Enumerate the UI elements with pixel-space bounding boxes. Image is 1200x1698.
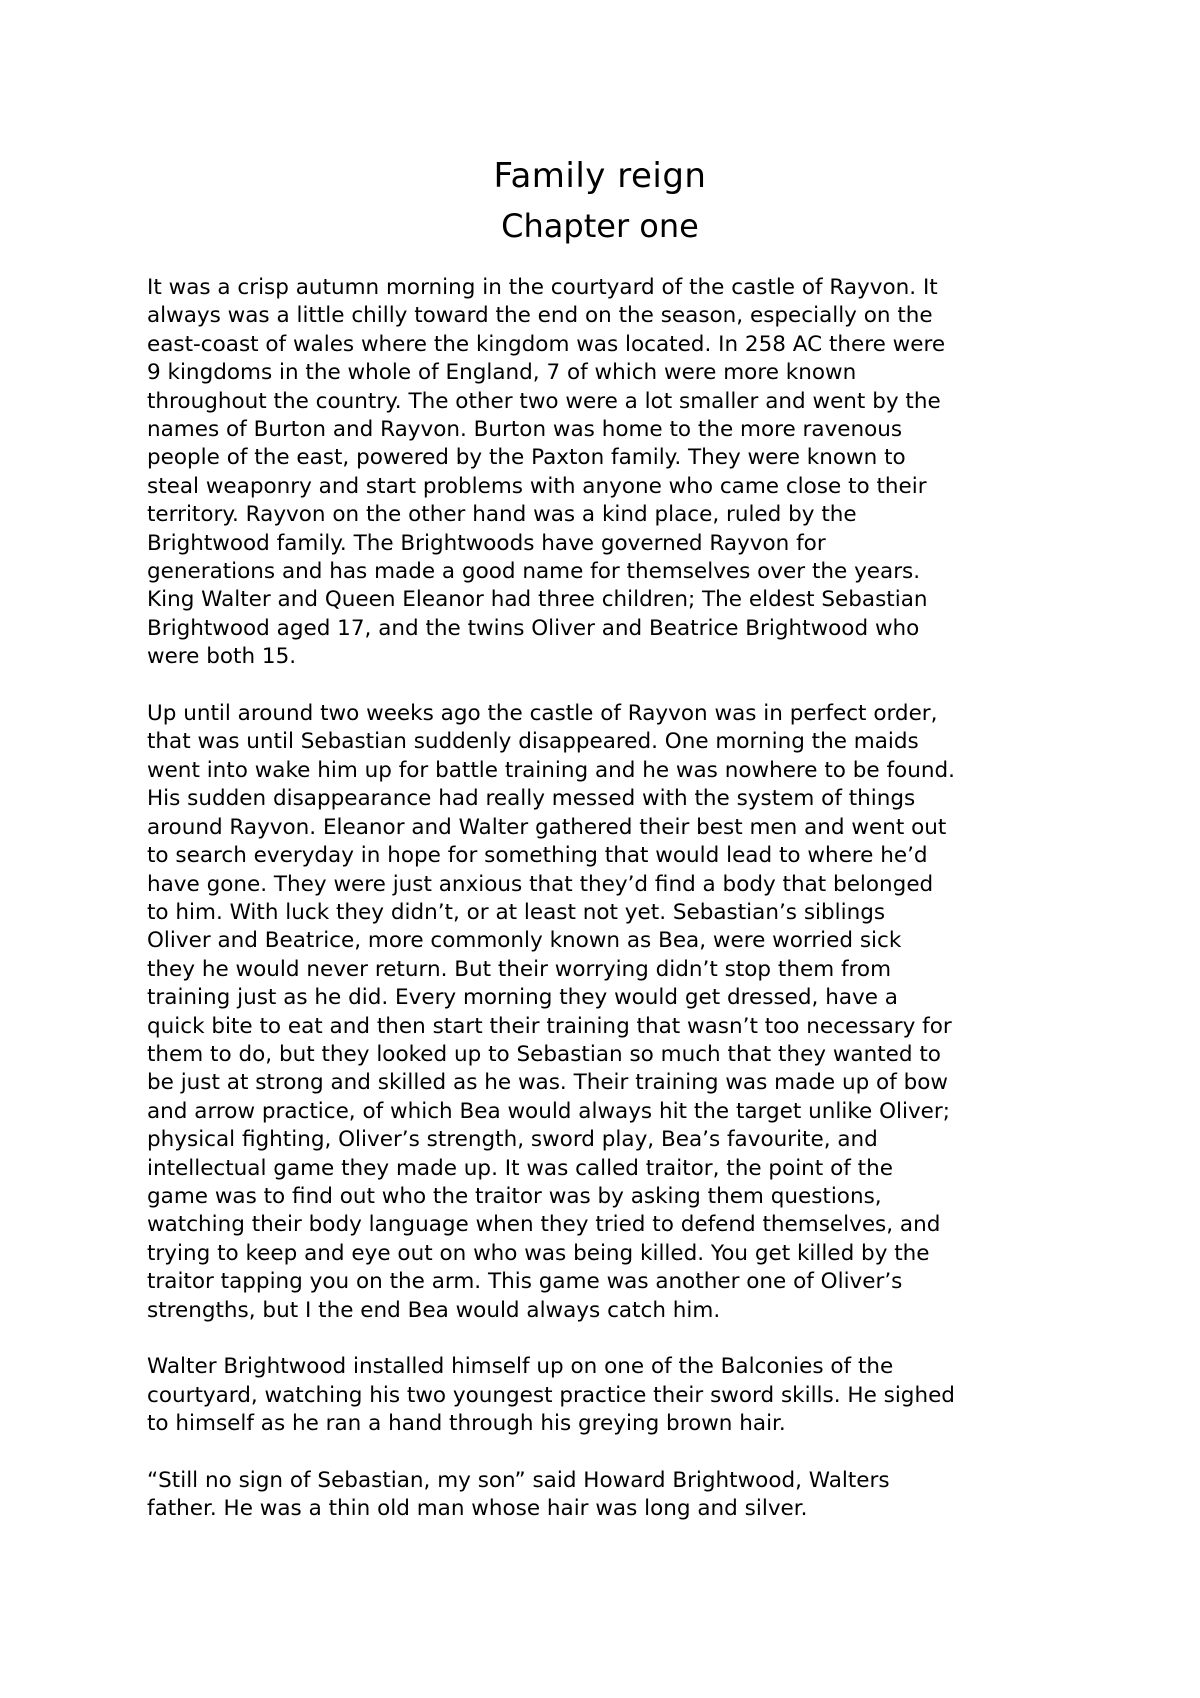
- text-line: they he would never return. But their worrying didn’t stop them from: [147, 956, 892, 982]
- text-line: training just as he did. Every morning they would get dressed, have a: [147, 985, 898, 1011]
- text-line: generations and has made a good name for themselves over the years.: [147, 559, 921, 585]
- text-line: went into wake him up for battle training and he was nowhere to be found.: [147, 757, 955, 783]
- text-line: traitor tapping you on the arm. This game was another one of Oliver’s: [147, 1269, 903, 1295]
- text-line: always was a little chilly toward the end on the season, especially on the: [147, 303, 933, 329]
- document-body: [147, 274, 1067, 1552]
- text-line: courtyard, watching his two youngest practice their sword skills. He sighed: [147, 1382, 955, 1408]
- text-line: father. He was a thin old man whose hair was long and silver.: [147, 1496, 808, 1522]
- text-line: to himself as he ran a hand through his greying brown hair.: [147, 1411, 786, 1437]
- text-line: watching their body language when they tried to defend themselves, and: [147, 1212, 941, 1238]
- text-line: around Rayvon. Eleanor and Walter gathered their best men and went out: [147, 814, 947, 840]
- text-line: names of Burton and Rayvon. Burton was home to the more ravenous: [147, 417, 903, 443]
- paragraph: [147, 274, 1067, 672]
- text-line: be just at strong and skilled as he was. Their training was made up of bow: [147, 1070, 949, 1096]
- text-line: throughout the country. The other two were a lot smaller and went by the: [147, 388, 941, 414]
- text-line: territory. Rayvon on the other hand was a kind place, ruled by the: [147, 502, 857, 528]
- text-line: His sudden disappearance had really messed with the system of things: [147, 786, 916, 812]
- text-line: trying to keep and eye out on who was being killed. You get killed by the: [147, 1240, 930, 1266]
- text-line: steal weaponry and start problems with anyone who came close to their: [147, 473, 927, 499]
- paragraph: [147, 1467, 1067, 1524]
- text-line: Up until around two weeks ago the castle of Rayvon was in perfect order,: [147, 701, 938, 727]
- paragraph: [147, 1353, 1067, 1438]
- chapter-heading: Chapter one: [501, 207, 699, 245]
- paragraph: [147, 700, 1067, 1325]
- text-line: Oliver and Beatrice, more commonly known as Bea, were worried sick: [147, 928, 902, 954]
- text-line: east-coast of wales where the kingdom was located. In 258 AC there were: [147, 331, 946, 357]
- text-line: to search everyday in hope for something that would lead to where he’d: [147, 843, 928, 869]
- text-line: people of the east, powered by the Paxton family. They were known to: [147, 445, 906, 471]
- text-line: Brightwood aged 17, and the twins Oliver and Beatrice Brightwood who: [147, 615, 920, 641]
- text-line: Brightwood family. The Brightwoods have governed Rayvon for: [147, 530, 826, 556]
- text-line: have gone. They were just anxious that they’d find a body that belonged: [147, 871, 934, 897]
- text-line: and arrow practice, of which Bea would always hit the target unlike Oliver;: [147, 1098, 950, 1124]
- document-title: Family reign: [493, 156, 707, 196]
- text-line: that was until Sebastian suddenly disappeared. One morning the maids: [147, 729, 919, 755]
- text-line: King Walter and Queen Eleanor had three children; The eldest Sebastian: [147, 587, 928, 613]
- title-block: [0, 154, 1200, 248]
- text-line: quick bite to eat and then start their training that wasn’t too necessary for: [147, 1013, 952, 1039]
- text-line: Walter Brightwood installed himself up on one of the Balconies of the: [147, 1354, 894, 1380]
- text-line: to him. With luck they didn’t, or at least not yet. Sebastian’s siblings: [147, 899, 886, 925]
- text-line: game was to find out who the traitor was by asking them questions,: [147, 1183, 882, 1209]
- text-line: “Still no sign of Sebastian, my son” said Howard Brightwood, Walters: [147, 1468, 890, 1494]
- text-line: It was a crisp autumn morning in the courtyard of the castle of Rayvon. It: [147, 275, 938, 300]
- text-line: strengths, but I the end Bea would always catch him.: [147, 1297, 721, 1323]
- text-line: were both 15.: [147, 644, 297, 670]
- text-line: physical fighting, Oliver’s strength, sword play, Bea’s favourite, and: [147, 1127, 878, 1153]
- text-line: intellectual game they made up. It was called traitor, the point of the: [147, 1155, 893, 1181]
- text-line: 9 kingdoms in the whole of England, 7 of which were more known: [147, 360, 857, 386]
- text-line: them to do, but they looked up to Sebastian so much that they wanted to: [147, 1041, 941, 1067]
